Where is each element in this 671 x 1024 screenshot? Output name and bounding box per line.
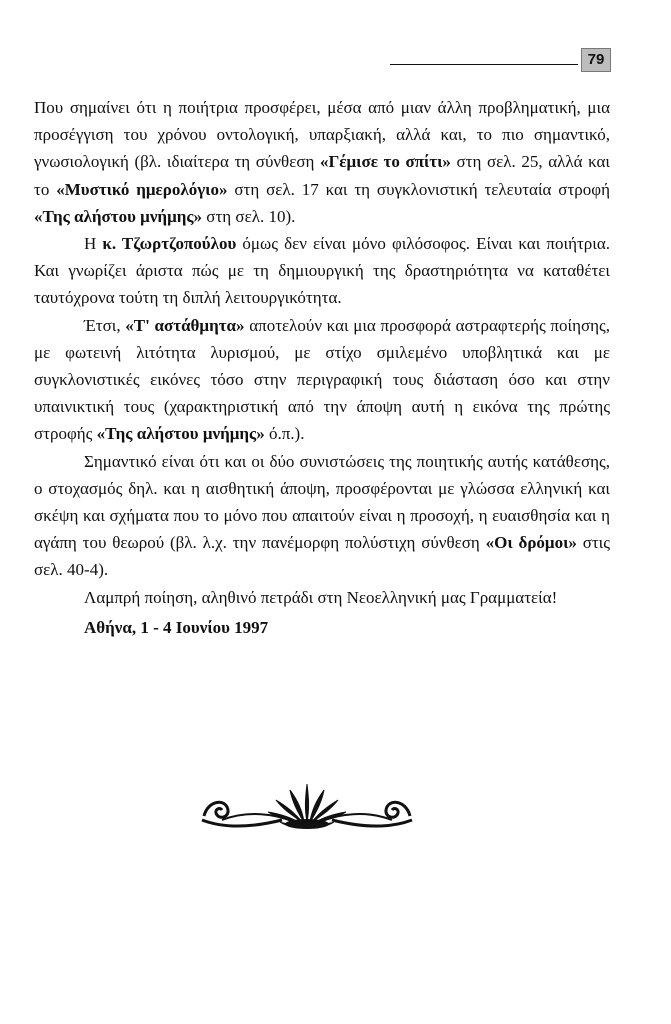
bold-title: «Τ' αστάθμητα» [125,315,245,335]
date-text: Αθήνα, 1 - 4 Ιουνίου 1997 [84,617,269,637]
text-run: όμως δεν είναι μόνο φιλόσοφος. Είναι και ποιήτρια. Και γνωρίζει άριστα πώς με τη δημιουργική της δραστηριότητα να καταθέτει ταυτόχρονα τούτη τη διπλή λειτουργικότητα. [34,234,611,308]
floral-ornament-icon [198,776,416,840]
page-number: 79 [581,48,611,72]
paragraph [34,584,610,611]
text-run: Σημαντικό είναι ότι και οι δύο συνιστώσεις της ποιητικής αυτής κατάθεσης, ο στοχασμός δηλ. και η αισθητική άποψη, προσφέρονται με γλώσσα ελληνική και σκέψη και σχήματα που το μόνο που απαιτούν είναι η προσοχή, η ευαισθησία και η αγάπη του θεωρού (βλ. λ.χ. την πανέμορφη πολύστιχη σύνθεση [34,451,610,553]
paragraph [34,312,610,448]
header-rule [390,64,578,65]
body-text [34,94,610,641]
date-line [34,614,610,641]
text-run: στη σελ. 25, αλλά και το [34,152,610,199]
text-run: ό.π.). [264,424,305,444]
paragraph [34,94,610,230]
paragraph [34,448,610,584]
bold-title: «Της αλήστου μνήμης» [34,206,203,226]
bold-title: «Μυστικό ημερολόγιο» [56,179,228,199]
text-run: στη σελ. 10). [202,206,296,226]
text-run: Έτσι, [84,315,126,335]
bold-title: «Γέμισε το σπίτι» [319,152,451,172]
text-run: Η [84,234,103,254]
text-run: στη σελ. 17 και τη συγκλονιστική τελευταία στροφή [227,179,610,199]
text-run: στις σελ. 40-4). [34,533,610,580]
text-run: Λαμπρή ποίηση, αληθινό πετράδι στη Νεοελληνική μας Γραμματεία! [84,587,558,607]
bold-name: κ. Τζωρτζοπούλου [102,234,237,254]
text-run: Που σημαίνει ότι η ποιήτρια προσφέρει, μέσα από μιαν άλλη προβληματική, μια προσέγγιση του χρόνου οντολογική, υπαρξιακή, αλλά και, το πιο σημαντικό, γνωσιολογική (βλ. ιδιαίτερα τη σύνθεση [34,98,610,172]
bold-title: «Οι δρόμοι» [485,533,577,553]
bold-title: «Της αλήστου μνήμης» [96,424,265,444]
text-run: αποτελούν και μια προσφορά αστραφτερής ποίησης, με φωτεινή λιτότητα λυρισμού, με στίχο σμιλεμένο υποβλητικά και με συγκλονιστικές εικόνες τόσο στην περιγραφική τους διάσταση όσο και στην υπαινικτική τους (χαρακτηριστική από την άποψη αυτή η εικόνα της πρώτης στροφής [34,315,611,444]
paragraph [34,230,610,312]
